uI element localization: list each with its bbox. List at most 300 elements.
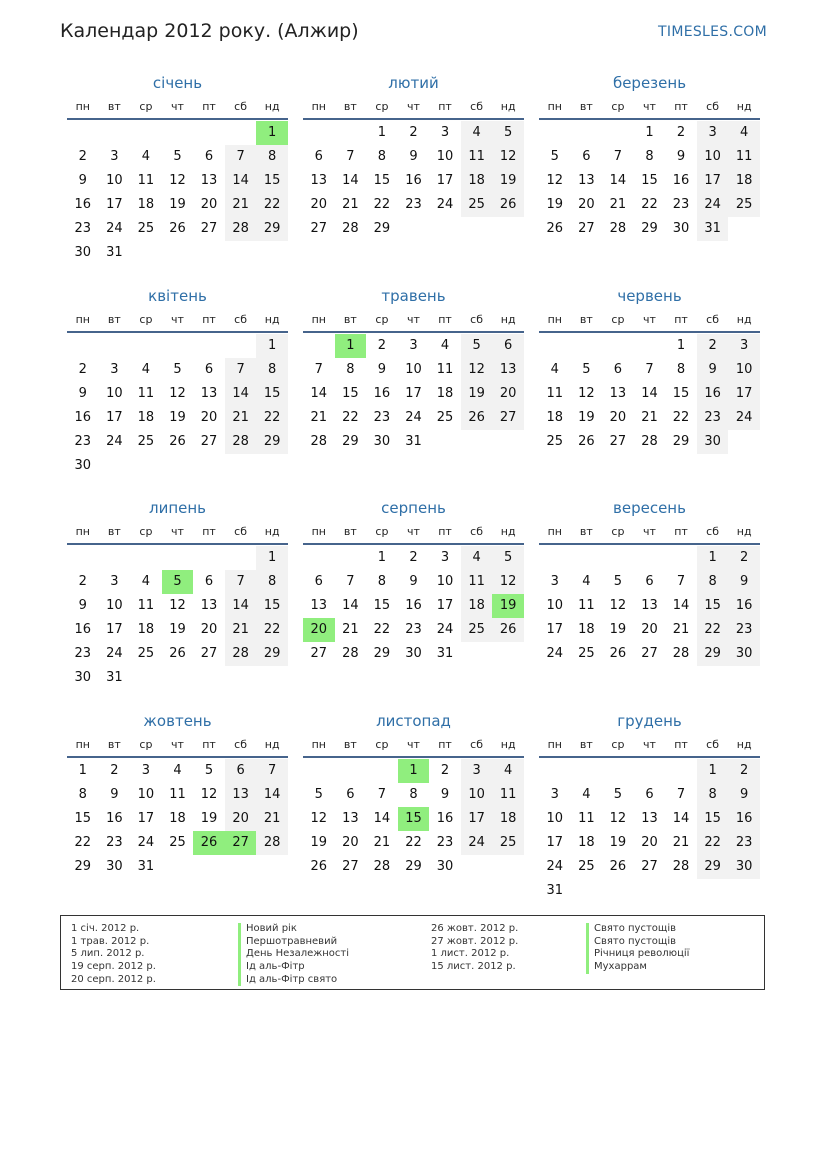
day-cell: 3 [141,762,151,778]
day-cell: 22 [342,409,359,425]
day-cell: 12 [609,598,627,613]
day-cell: 21 [225,406,257,430]
day-cell: 7 [613,149,623,164]
day-cell: 8 [256,145,288,169]
day-cell: 22 [697,618,729,642]
day-cell: 8 [377,574,387,589]
day-cell: 12 [169,385,186,401]
legend-left-names [238,923,349,986]
day-cell: 21 [310,409,328,425]
day-cell: 6 [204,574,214,589]
weekday-label: нд [500,737,516,751]
days-grid [67,334,288,478]
day-cell: 3 [550,574,559,589]
weekday-label: чт [171,525,184,538]
calendar-grid [67,70,761,920]
day-cell: 8 [256,358,288,382]
day-cell: 7 [225,570,257,594]
day-cell: 4 [461,546,493,570]
weekday-label: чт [643,312,656,326]
empty-cell [335,121,367,145]
days-grid [539,334,760,454]
day-cell: 10 [405,361,422,377]
day-cell: 18 [461,169,493,193]
month-block [539,283,760,496]
day-cell: 29 [373,646,391,661]
day-cell: 13 [578,173,595,188]
day-cell: 2 [728,759,760,783]
day-cell: 17 [106,622,123,637]
empty-cell [99,121,131,145]
day-cell: 30 [672,221,690,236]
day-cell: 9 [78,173,87,188]
legend-left-dates [71,923,156,986]
day-cell: 13 [641,810,658,826]
day-cell: 21 [373,834,391,850]
day-cell: 19 [200,810,218,826]
legend-holiday-name: Ід аль-Фітр [238,961,349,974]
day-cell: 14 [609,173,627,188]
day-cell: 24 [106,646,123,661]
weekday-label: нд [500,100,516,113]
day-cell: 28 [609,221,627,236]
day-cell: 30 [74,670,92,685]
day-cell: 2 [409,550,418,565]
weekday-label: пн [311,737,326,751]
legend-holiday-name: Свято пустощів [586,923,689,936]
day-cell: 1 [697,759,729,783]
holiday-legend [60,915,765,990]
empty-cell [67,546,99,570]
weekday-label: вт [107,312,121,326]
day-cell: 13 [310,598,328,613]
day-cell: 21 [342,622,359,637]
day-cell: 9 [409,149,418,164]
day-cell: 20 [641,622,658,637]
weekday-label: пт [202,737,216,751]
empty-cell [571,759,603,783]
weekday-label: чт [643,525,656,538]
weekday-header [539,96,760,120]
day-cell: 14 [310,385,328,401]
day-cell: 23 [74,433,92,449]
day-cell: 6 [204,149,214,164]
empty-cell [665,759,697,783]
day-cell: 15 [373,598,391,613]
day-cell: 30 [436,858,454,874]
weekday-label: вт [579,737,593,751]
weekday-label: пн [311,100,326,113]
day-cell: 9 [728,570,760,594]
day-cell: 9 [440,786,450,802]
day-cell: 29 [697,855,729,879]
day-cell: 11 [436,361,454,377]
day-cell: 29 [74,858,92,874]
day-cell: 27 [641,858,658,874]
day-cell: 17 [461,807,493,831]
day-cell: 31 [697,217,729,241]
day-cell: 10 [728,358,760,382]
day-cell: 19 [169,409,186,425]
day-cell: 18 [137,197,155,212]
empty-cell [193,121,225,145]
day-cell: 4 [173,762,182,778]
day-cell: 13 [200,385,218,401]
weekday-label: чт [407,100,420,113]
day-cell: 17 [106,409,123,425]
day-cell: 3 [110,149,119,164]
day-cell: 25 [137,646,155,661]
day-cell: 1 [697,546,729,570]
days-grid [539,759,760,903]
month-block [303,70,524,283]
weekday-label: вт [107,737,121,751]
day-cell: 22 [256,193,288,217]
day-cell: 13 [200,598,218,613]
weekday-label: пн [311,525,326,538]
weekday-label: нд [500,525,516,538]
day-cell: 12 [546,173,564,188]
legend-date: 20 серп. 2012 р. [71,973,156,985]
weekday-header [303,734,524,758]
day-cell: 5 [613,574,623,589]
day-cell: 28 [225,430,257,454]
day-cell: 3 [728,334,760,358]
day-cell: 28 [256,831,288,855]
empty-cell [634,759,666,783]
month-name: січень [152,74,203,92]
days-grid [303,334,524,454]
weekday-header [303,521,524,545]
day-cell: 19 [609,834,627,850]
days-grid [67,759,288,879]
legend-date: 27 жовт. 2012 р. [431,935,519,947]
day-cell: 15 [256,382,288,406]
day-cell: 10 [436,149,454,164]
day-cell: 16 [106,810,123,826]
day-cell: 14 [256,783,288,807]
weekday-label: вт [343,100,357,113]
weekday-label: ср [611,525,625,538]
legend-holiday-name: Новий рік [238,923,349,936]
day-cell: 15 [697,594,729,618]
day-cell: 9 [697,358,729,382]
day-cell: 17 [546,834,564,850]
day-cell: 10 [106,598,123,613]
day-cell: 1 [256,546,288,570]
weekday-label: сб [234,312,248,326]
holiday-day-cell: 5 [162,570,194,594]
month-block [539,708,760,921]
weekday-label: нд [264,737,280,751]
weekday-label: пн [75,525,90,538]
day-cell: 6 [314,149,323,164]
day-cell: 28 [342,221,359,236]
weekday-label: вт [579,100,593,113]
empty-cell [225,546,257,570]
weekday-label: пт [674,312,688,326]
empty-cell [67,334,99,358]
day-cell: 18 [728,169,760,193]
day-cell: 15 [641,173,658,188]
empty-cell [130,121,162,145]
day-cell: 10 [106,173,123,188]
day-cell: 27 [342,858,359,874]
day-cell: 11 [546,385,564,401]
site-link[interactable]: TIMESLES.COM [658,24,767,40]
holiday-day-cell: 15 [398,807,430,831]
day-cell: 10 [461,783,493,807]
day-cell: 7 [645,361,654,377]
day-cell: 25 [436,409,454,425]
day-cell: 9 [78,385,87,401]
day-cell: 8 [346,361,355,377]
day-cell: 11 [461,570,493,594]
day-cell: 9 [78,598,87,613]
day-cell: 2 [377,337,387,353]
legend-holiday-name: Мухаррам [586,961,689,974]
empty-cell [303,121,335,145]
weekday-label: ср [375,525,389,538]
weekday-label: пн [547,312,562,326]
days-grid [539,121,760,241]
day-cell: 19 [461,382,493,406]
day-cell: 16 [405,598,422,613]
empty-cell [162,121,194,145]
empty-cell [303,759,335,783]
weekday-label: чт [171,312,184,326]
day-cell: 22 [641,197,658,212]
day-cell: 25 [578,646,595,661]
weekday-label: вт [579,525,593,538]
day-cell: 17 [106,197,123,212]
day-cell: 22 [256,406,288,430]
weekday-label: пт [674,525,688,538]
day-cell: 10 [106,385,123,401]
day-cell: 22 [256,618,288,642]
day-cell: 22 [373,622,391,637]
day-cell: 6 [613,361,623,377]
day-cell: 14 [672,810,690,826]
day-cell: 23 [436,834,454,850]
weekday-label: нд [736,312,752,326]
day-cell: 11 [578,810,595,826]
day-cell: 27 [200,433,218,449]
day-cell: 12 [609,810,627,826]
day-cell: 7 [377,786,387,802]
day-cell: 20 [200,622,218,637]
day-cell: 7 [314,361,323,377]
day-cell: 17 [728,382,760,406]
day-cell: 29 [256,642,288,666]
day-cell: 25 [169,834,186,850]
day-cell: 2 [78,149,87,164]
day-cell: 20 [200,197,218,212]
day-cell: 7 [676,574,686,589]
legend-date: 26 жовт. 2012 р. [431,923,519,934]
holiday-day-cell: 1 [398,759,430,783]
day-cell: 3 [440,550,450,565]
month-block [67,70,288,283]
day-cell: 14 [225,169,257,193]
day-cell: 8 [78,786,87,802]
legend-holiday-name: Першотравневий [238,936,349,949]
day-cell: 7 [256,759,288,783]
day-cell: 28 [225,642,257,666]
day-cell: 1 [78,762,87,778]
legend-right-names [586,923,689,974]
empty-cell [602,334,634,358]
day-cell: 14 [641,385,658,401]
holiday-day-cell: 27 [225,831,257,855]
day-cell: 11 [578,598,595,613]
weekday-label: пт [438,525,452,538]
page-title: Календар 2012 року. (Алжир) [60,20,359,42]
empty-cell [193,546,225,570]
day-cell: 14 [342,173,359,188]
weekday-label: ср [139,100,153,113]
holiday-day-cell: 20 [303,618,335,642]
day-cell: 19 [578,409,595,425]
day-cell: 28 [672,858,690,874]
day-cell: 31 [546,882,564,898]
day-cell: 24 [436,197,454,212]
day-cell: 14 [225,594,257,618]
empty-cell [225,121,257,145]
weekday-label: чт [407,312,420,326]
day-cell: 28 [225,217,257,241]
day-cell: 10 [436,574,454,589]
day-cell: 12 [492,145,524,169]
day-cell: 12 [200,786,218,802]
day-cell: 15 [342,385,359,401]
day-cell: 24 [405,409,422,425]
weekday-label: чт [171,737,184,751]
empty-cell [602,546,634,570]
weekday-header [539,734,760,758]
day-cell: 22 [373,197,391,212]
day-cell: 15 [697,807,729,831]
month-name: липень [148,499,207,517]
day-cell: 7 [225,145,257,169]
day-cell: 2 [440,762,450,778]
day-cell: 12 [310,810,328,826]
weekday-label: пн [547,737,562,751]
day-cell: 29 [256,217,288,241]
day-cell: 20 [578,197,595,212]
day-cell: 10 [137,786,155,802]
day-cell: 6 [346,786,355,802]
day-cell: 24 [546,646,564,661]
holiday-day-cell: 1 [335,334,367,358]
day-cell: 27 [200,221,218,236]
weekday-label: пн [547,525,562,538]
day-cell: 21 [256,807,288,831]
day-cell: 4 [582,786,591,802]
day-cell: 18 [461,594,493,618]
empty-cell [571,334,603,358]
empty-cell [303,334,335,358]
day-cell: 7 [676,786,686,802]
day-cell: 1 [377,550,387,565]
day-cell: 1 [377,125,387,140]
legend-date: 5 лип. 2012 р. [71,948,145,960]
weekday-header [303,309,524,333]
day-cell: 3 [110,361,119,377]
day-cell: 24 [106,433,123,449]
weekday-label: нд [500,312,516,326]
days-grid [303,546,524,666]
day-cell: 29 [342,433,359,449]
day-cell: 17 [697,169,729,193]
day-cell: 8 [409,786,418,802]
day-cell: 6 [492,334,524,358]
day-cell: 9 [110,786,119,802]
day-cell: 11 [137,173,155,188]
day-cell: 20 [492,382,524,406]
day-cell: 25 [137,221,155,236]
empty-cell [303,546,335,570]
day-cell: 9 [377,361,387,377]
day-cell: 11 [728,145,760,169]
weekday-label: нд [736,737,752,751]
day-cell: 12 [492,570,524,594]
day-cell: 28 [373,858,391,874]
empty-cell [130,546,162,570]
empty-cell [665,546,697,570]
day-cell: 25 [546,433,564,449]
weekday-header [67,96,288,120]
legend-holiday-name: Ід аль-Фітр свято [238,974,349,987]
day-cell: 5 [492,546,524,570]
month-name: лютий [388,74,439,92]
day-cell: 12 [578,385,595,401]
weekday-label: пт [438,312,452,326]
day-cell: 11 [137,598,155,613]
weekday-label: сб [706,737,720,751]
day-cell: 5 [492,121,524,145]
day-cell: 1 [645,125,654,140]
day-cell: 24 [137,834,155,850]
month-name: травень [381,286,446,305]
day-cell: 21 [672,622,690,637]
day-cell: 31 [137,858,155,874]
weekday-label: пн [75,100,90,113]
day-cell: 21 [609,197,627,212]
weekday-header [67,309,288,333]
day-cell: 2 [676,125,686,140]
day-cell: 3 [409,337,418,353]
empty-cell [539,334,571,358]
day-cell: 3 [697,121,729,145]
day-cell: 16 [74,197,92,212]
weekday-label: ср [375,100,389,113]
month-name: вересень [613,499,686,517]
weekday-label: пн [547,100,562,113]
day-cell: 13 [225,783,257,807]
empty-cell [539,121,571,145]
day-cell: 30 [697,430,729,454]
weekday-header [67,521,288,545]
day-cell: 22 [74,834,92,850]
weekday-label: сб [706,312,720,326]
day-cell: 30 [74,457,92,473]
weekday-label: ср [375,737,389,751]
day-cell: 11 [137,385,155,401]
day-cell: 29 [373,221,391,236]
weekday-label: ср [139,312,153,326]
day-cell: 28 [342,646,359,661]
